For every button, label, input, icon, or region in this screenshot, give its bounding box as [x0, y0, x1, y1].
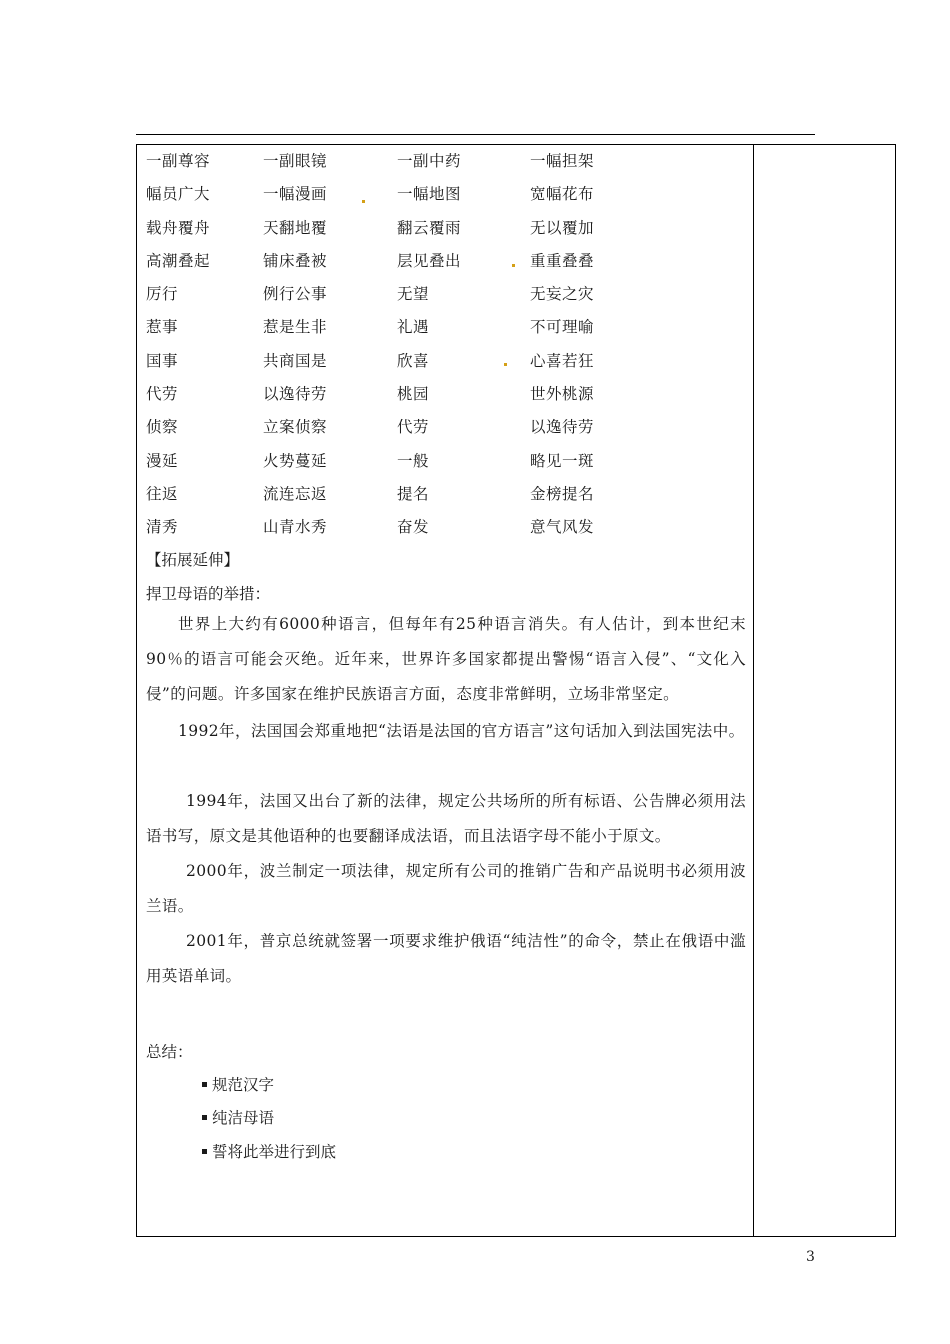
- bullet-text: 纯洁母语: [212, 1109, 275, 1127]
- paragraph: 2000年，波兰制定一项法律，规定所有公司的推销广告和产品说明书必须用波兰语。: [146, 862, 746, 915]
- subtitle: 捍卫母语的举措：: [146, 585, 271, 603]
- word: 无妄之灾: [530, 285, 595, 304]
- word: 一副中药: [397, 152, 462, 170]
- word: 无望: [397, 285, 430, 304]
- word: 代劳: [146, 385, 179, 404]
- word: 提名: [397, 484, 430, 503]
- word: 略见一斑: [530, 451, 595, 470]
- paragraph: 1992年，法国国会郑重地把“法语是法国的官方语言”这句话加入到法国宪法中。: [178, 722, 745, 740]
- word: 铺床叠被: [263, 251, 328, 270]
- marker-dot: [362, 200, 365, 203]
- word-grid: [146, 144, 750, 544]
- summary-bullet: [202, 1106, 274, 1128]
- marker-dot: [504, 363, 507, 366]
- word: 立案侦察: [263, 418, 328, 437]
- summary-bullet: [202, 1140, 336, 1162]
- word: 一幅担架: [530, 152, 595, 170]
- section-title: 【拓展延伸】: [146, 551, 240, 569]
- summary-label: 总结：: [146, 1043, 193, 1061]
- word: 侦察: [146, 418, 179, 437]
- word: 共商国是: [263, 351, 328, 370]
- word: 不可理喻: [530, 318, 595, 337]
- word: 心喜若狂: [530, 351, 595, 370]
- table-column-divider: [753, 144, 754, 1237]
- word-row: [146, 477, 750, 510]
- word-row: [146, 344, 750, 377]
- word-row: [146, 310, 750, 343]
- word: 厉行: [146, 285, 179, 304]
- square-bullet-icon: [202, 1115, 207, 1120]
- word: 世外桃源: [530, 385, 595, 404]
- square-bullet-icon: [202, 1082, 207, 1087]
- word: 例行公事: [263, 285, 328, 304]
- word-row: [146, 244, 750, 277]
- word: 清秀: [146, 518, 179, 537]
- word: 以逸待劳: [263, 385, 328, 404]
- word: 桃园: [397, 385, 430, 404]
- word: 以逸待劳: [530, 418, 595, 437]
- bullet-text: 规范汉字: [212, 1076, 275, 1094]
- word: 载舟覆舟: [146, 218, 211, 237]
- word-row: [146, 510, 750, 543]
- bullet-text: 誓将此举进行到底: [212, 1143, 337, 1161]
- word-row: [146, 377, 750, 410]
- word: 宽幅花布: [530, 185, 595, 204]
- word-row: [146, 211, 750, 244]
- word: 天翻地覆: [263, 218, 328, 237]
- word: 国事: [146, 351, 179, 370]
- paragraph: 2001年，普京总统就签署一项要求维护俄语“纯洁性”的命令，禁止在俄语中滥用英语单词。: [146, 932, 746, 985]
- word: 一幅地图: [397, 185, 462, 204]
- word-row: [146, 410, 750, 443]
- summary-bullet: [202, 1073, 274, 1095]
- word: 无以覆加: [530, 218, 595, 237]
- word: 往返: [146, 484, 179, 503]
- word-row: [146, 177, 750, 210]
- word: 欣喜: [397, 351, 430, 370]
- word: 山青水秀: [263, 518, 328, 537]
- page-number: 3: [806, 1249, 815, 1265]
- marker-dot: [512, 264, 515, 267]
- word: 一幅漫画: [263, 185, 328, 204]
- word: 意气风发: [530, 518, 595, 537]
- word: 一般: [397, 451, 430, 470]
- word: 幅员广大: [146, 185, 211, 204]
- word: 奋发: [397, 518, 430, 537]
- square-bullet-icon: [202, 1149, 207, 1154]
- word: 金榜提名: [530, 484, 595, 503]
- word: 惹是生非: [263, 318, 328, 337]
- word: 火势蔓延: [263, 451, 328, 470]
- word: 重重叠叠: [530, 251, 595, 270]
- word: 流连忘返: [263, 484, 328, 503]
- word: 一副尊容: [146, 152, 211, 170]
- word-row: [146, 144, 750, 177]
- word: 礼遇: [397, 318, 430, 337]
- word-row: [146, 444, 750, 477]
- paragraph: 1994年，法国又出台了新的法律，规定公共场所的所有标语、公告牌必须用法语书写，原文是其他语种的也要翻译成法语，而且法语字母不能小于原文。: [146, 792, 746, 845]
- word: 高潮叠起: [146, 251, 211, 270]
- paragraph: 世界上大约有6000种语言，但每年有25种语言消失。有人估计，到本世纪末90％的语言可能会灭绝。近年来，世界许多国家都提出警惕“语言入侵”、“文化入侵”的问题。许多国家在维护民族语言方面，态度非常鲜明，立场非常坚定。: [146, 615, 746, 703]
- word: 漫延: [146, 451, 179, 470]
- word: 惹事: [146, 318, 179, 337]
- word-row: [146, 277, 750, 310]
- word: 一副眼镜: [263, 152, 328, 170]
- header-rule: [136, 134, 815, 135]
- word: 层见叠出: [397, 251, 462, 270]
- word: 代劳: [397, 418, 430, 437]
- word: 翻云覆雨: [397, 218, 462, 237]
